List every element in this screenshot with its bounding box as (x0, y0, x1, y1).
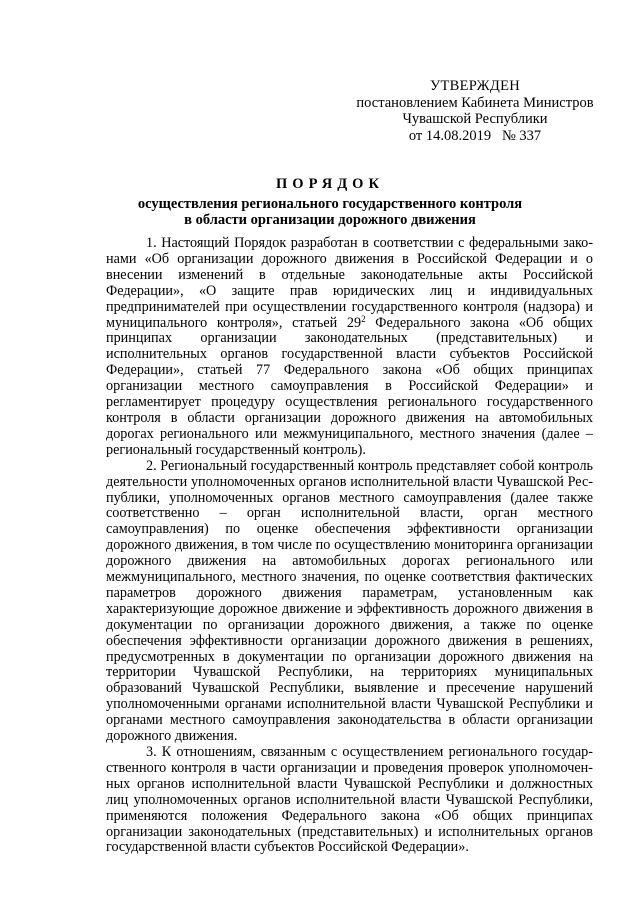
paragraph-1-part-a: 1. Настоящий Порядок разработан в соответствии с федеральными законами «Об организации дорожного движения в Российской Федерации и о внесении изменений в отдельные законодательные акты Российской Федерации», «О защите прав юридических лиц и индивидуальных предпринимателей при осуществлении государственного контроля (надзора) и муниципального контроля», статьей 29 (106, 235, 593, 331)
paragraph-3: 3. К отношениям, связанным с осуществлением регионального государственного контроля в части организации и проведения проверок уполномоченных органов исполнительной власти Чувашской Республики и должностных лиц уполномоченных органов исполнительной власти Чувашской Республики, применяются положения Федерального закона «Об общих принципах организации законодательных (представительных) и исполнительных органов государственной власти субъектов Российской Федерации». (106, 744, 593, 856)
title-line-1: осуществления регионального государственного контроля (137, 195, 523, 212)
paragraph-1-part-b: Федерального закона «Об общих принципах организации законодательных (представительных) и исполнительных органов государственной власти субъектов Российской Федерации», статьей 77 Федерального закона «Об общих принципах организации местного самоуправления в Российской Федерации» и регламентирует процедуру осуществления регионального государственного контроля в области организации дорожного движения на автомобильных дорогах регионального или межмуниципального, местного значения (далее – региональный государственный контроль). (106, 314, 593, 458)
approval-date-number: от 14.08.2019 № 337 (408, 127, 542, 144)
document-title (60, 176, 600, 229)
title-line-2: в области организации дорожного движения (184, 212, 476, 228)
approval-block (340, 78, 610, 144)
paragraph-2: 2. Региональный государственный контроль представляет собой контроль деятельности уполномоченных органов исполнительной власти Чувашской Республики, уполномоченных органов местного самоуправления (далее также соответственно – орган исполнительной власти, орган местного самоуправления) по оценке обеспечения эффективности организации дорожного движения, в том числе по осуществлению мониторинга организации дорожного движения на автомобильных дорогах регионального или межмуниципального, местного значения, по оценке соответствия фактических параметров дорожного движения параметрам, установленным как характеризующие дорожное движение и эффективность дорожного движения в документации по организации дорожного движения, а также по оценке обеспечения эффективности организации дорожного движения в решениях, предусмотренных в документации по организации дорожного движения на территории Чувашской Республики, на территориях муниципальных образований Чувашской Республики, выявление и пресечение нарушений уполномоченными органами исполнительной власти Чувашской Республики и органами местного самоуправления законодательства в области организации дорожного движения. (106, 457, 593, 745)
superscript-2: 2 (361, 313, 366, 324)
title-heading: ПОРЯДОК (276, 176, 384, 192)
approval-heading: УТВЕРЖДЕН (429, 78, 521, 94)
paragraph-1 (106, 236, 593, 459)
approval-line-1: постановлением Кабинета Министров (356, 94, 594, 111)
document-body (106, 236, 593, 856)
approval-line-2: Чувашской Республики (402, 111, 548, 127)
